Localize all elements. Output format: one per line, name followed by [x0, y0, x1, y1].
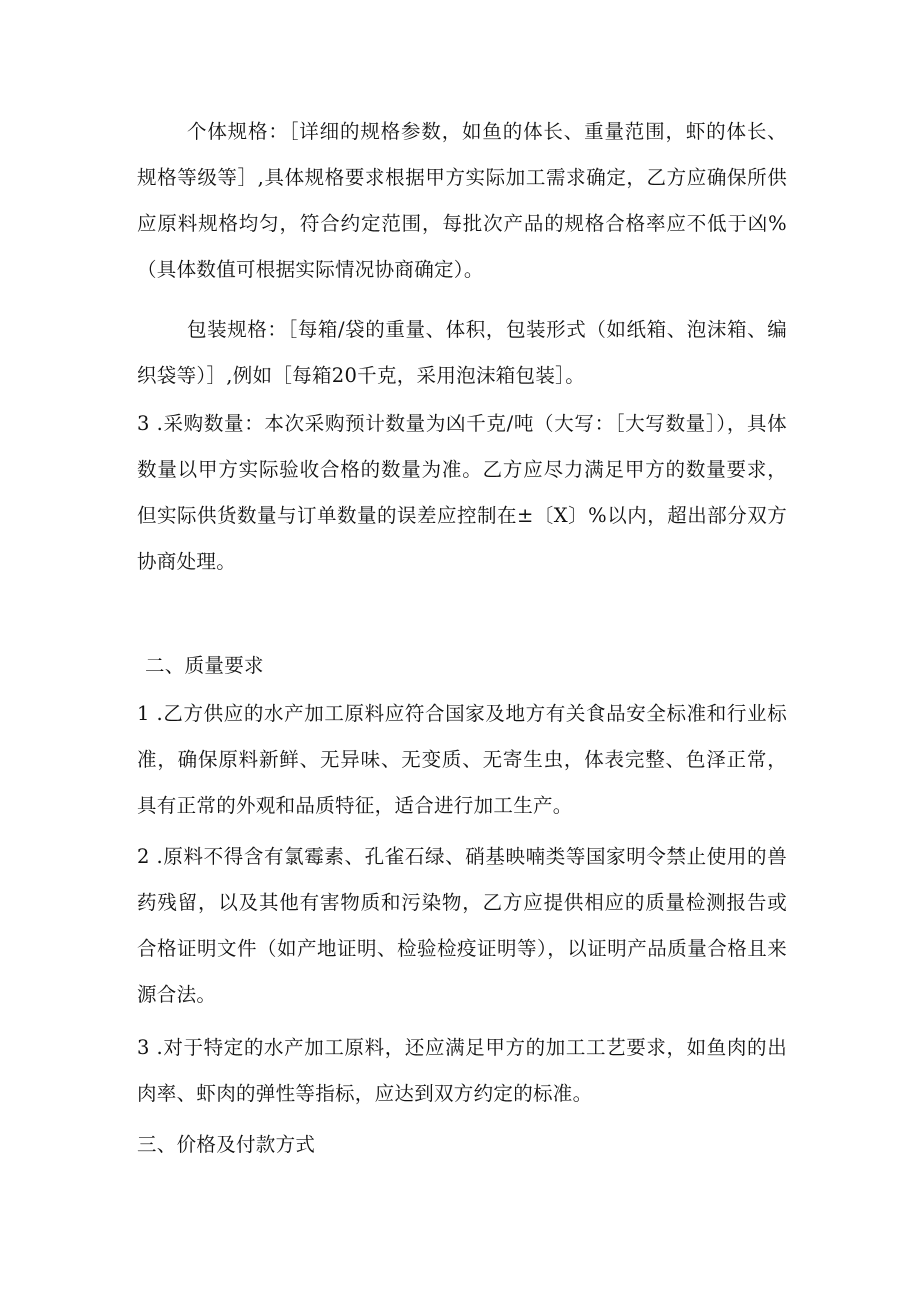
individual-spec-paragraph: 个体规格：［详细的规格参数，如鱼的体长、重量范围，虾的体长、规格等级等］,具体规格要求根据甲方实际加工需求确定，乙方应确保所供应原料规格均匀，符合约定范围，每批次产品的规格合格率应不低于凶%（具体数值可根据实际情况协商确定）。 [137, 120, 787, 281]
quality-item-1: 1 .乙方供应的水产加工原料应符合国家及地方有关食品安全标准和行业标准，确保原料新鲜、无异味、无变质、无寄生虫，体表完整、色泽正常，具有正常的外观和品质特征，适合进行加工生产。 [137, 702, 787, 817]
package-spec-paragraph: 包装规格：［每箱/袋的重量、体积，包装形式（如纸箱、泡沫箱、编织袋等）］,例如［每箱20千克，采用泡沫箱包装］。 [137, 318, 787, 387]
purchase-quantity-paragraph: 3 .采购数量：本次采购预计数量为凶千克/吨（大写：［大写数量］），具体数量以甲方实际验收合格的数量为准。乙方应尽力满足甲方的数量要求，但实际供货数量与订单数量的误差应控制在±〔X〕%以内，超出部分双方协商处理。 [137, 412, 787, 573]
section-heading-quality: 二、质量要求 [145, 654, 264, 677]
quality-item-3: 3 .对于特定的水产加工原料，还应满足甲方的加工工艺要求，如鱼肉的出肉率、虾肉的弹性等指标，应达到双方约定的标准。 [137, 1036, 787, 1105]
section-heading-price-payment: 三、价格及付款方式 [137, 1133, 316, 1156]
quality-item-2: 2 .原料不得含有氯霉素、孔雀石绿、硝基映喃类等国家明令禁止使用的兽药残留，以及其他有害物质和污染物，乙方应提供相应的质量检测报告或合格证明文件（如产地证明、检验检疫证明等），以证明产品质量合格且来源合法。 [137, 845, 787, 1006]
